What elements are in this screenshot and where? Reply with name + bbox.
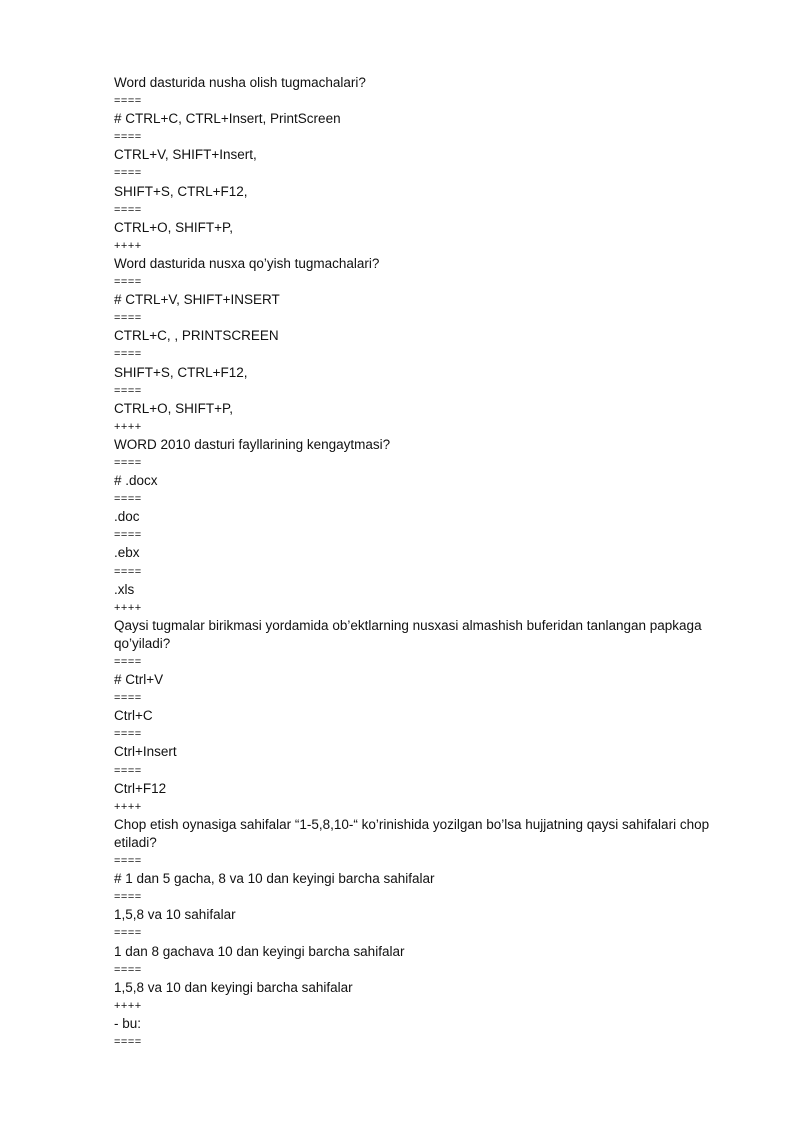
- correct-answer-option: # CTRL+V, SHIFT+INSERT: [114, 292, 280, 308]
- correct-answer-option: # .docx: [114, 473, 158, 489]
- question-text: Qaysi tugmalar birikmasi yordamida ob’ektlarning nusxasi almashish buferidan tanlangan papkaga qo’yiladi?: [114, 617, 702, 651]
- option-separator: ====: [114, 764, 142, 777]
- option-separator: ====: [114, 131, 142, 144]
- question-separator: ++++: [114, 239, 142, 252]
- answer-option: SHIFT+S, CTRL+F12,: [114, 364, 248, 380]
- option-separator: ====: [114, 456, 142, 469]
- answer-option: .ebx: [114, 545, 140, 561]
- answer-option: CTRL+O, SHIFT+P,: [114, 219, 234, 235]
- document-page: [114, 74, 734, 1051]
- question-text: - bu:: [114, 1015, 142, 1031]
- answer-option: CTRL+C, , PRINTSCREEN: [114, 328, 279, 344]
- correct-answer-option: # 1 dan 5 gacha, 8 va 10 dan keyingi barcha sahifalar: [114, 871, 435, 887]
- answer-option: Ctrl+F12: [114, 780, 167, 796]
- answer-option: .doc: [114, 509, 140, 525]
- option-separator: ====: [114, 855, 142, 868]
- option-separator: ====: [114, 203, 142, 216]
- option-separator: ====: [114, 312, 142, 325]
- option-separator: ====: [114, 891, 142, 904]
- question-text: Word dasturida nusxa qo’yish tugmachalari?: [114, 255, 380, 271]
- option-separator: ====: [114, 1035, 142, 1048]
- answer-option: 1,5,8 va 10 dan keyingi barcha sahifalar: [114, 979, 353, 995]
- option-separator: ====: [114, 529, 142, 542]
- question-separator: ++++: [114, 601, 142, 614]
- question-text: Word dasturida nusha olish tugmachalari?: [114, 75, 366, 90]
- answer-option: 1 dan 8 gachava 10 dan keyingi barcha sahifalar: [114, 943, 405, 959]
- option-separator: ====: [114, 963, 142, 976]
- question-separator: ++++: [114, 800, 142, 813]
- question-text: WORD 2010 dasturi fayllarining kengaytmasi?: [114, 436, 391, 452]
- correct-answer-option: # Ctrl+V: [114, 672, 164, 688]
- answer-option: .xls: [114, 581, 135, 597]
- option-separator: ====: [114, 493, 142, 506]
- option-separator: ====: [114, 348, 142, 361]
- option-separator: ====: [114, 384, 142, 397]
- option-separator: ====: [114, 95, 142, 108]
- answer-option: SHIFT+S, CTRL+F12,: [114, 183, 248, 199]
- option-separator: ====: [114, 927, 142, 940]
- question-separator: ++++: [114, 420, 142, 433]
- option-separator: ====: [114, 656, 142, 668]
- option-separator: ====: [114, 692, 142, 705]
- answer-option: Ctrl+Insert: [114, 744, 177, 760]
- option-separator: ====: [114, 565, 142, 578]
- correct-answer-option: # CTRL+C, CTRL+Insert, PrintScreen: [114, 111, 341, 127]
- option-separator: ====: [114, 167, 142, 180]
- answer-option: 1,5,8 va 10 sahifalar: [114, 907, 236, 923]
- question-text: Chop etish oynasiga sahifalar “1-5,8,10-“ ko’rinishida yozilgan bo’lsa hujjatning qaysi sahifalari chop etiladi?: [114, 816, 710, 850]
- answer-option: Ctrl+C: [114, 708, 153, 724]
- answer-option: CTRL+V, SHIFT+Insert,: [114, 147, 257, 163]
- option-separator: ====: [114, 276, 142, 289]
- answer-option: CTRL+O, SHIFT+P,: [114, 400, 234, 416]
- question-separator: ++++: [114, 999, 142, 1012]
- option-separator: ====: [114, 728, 142, 741]
